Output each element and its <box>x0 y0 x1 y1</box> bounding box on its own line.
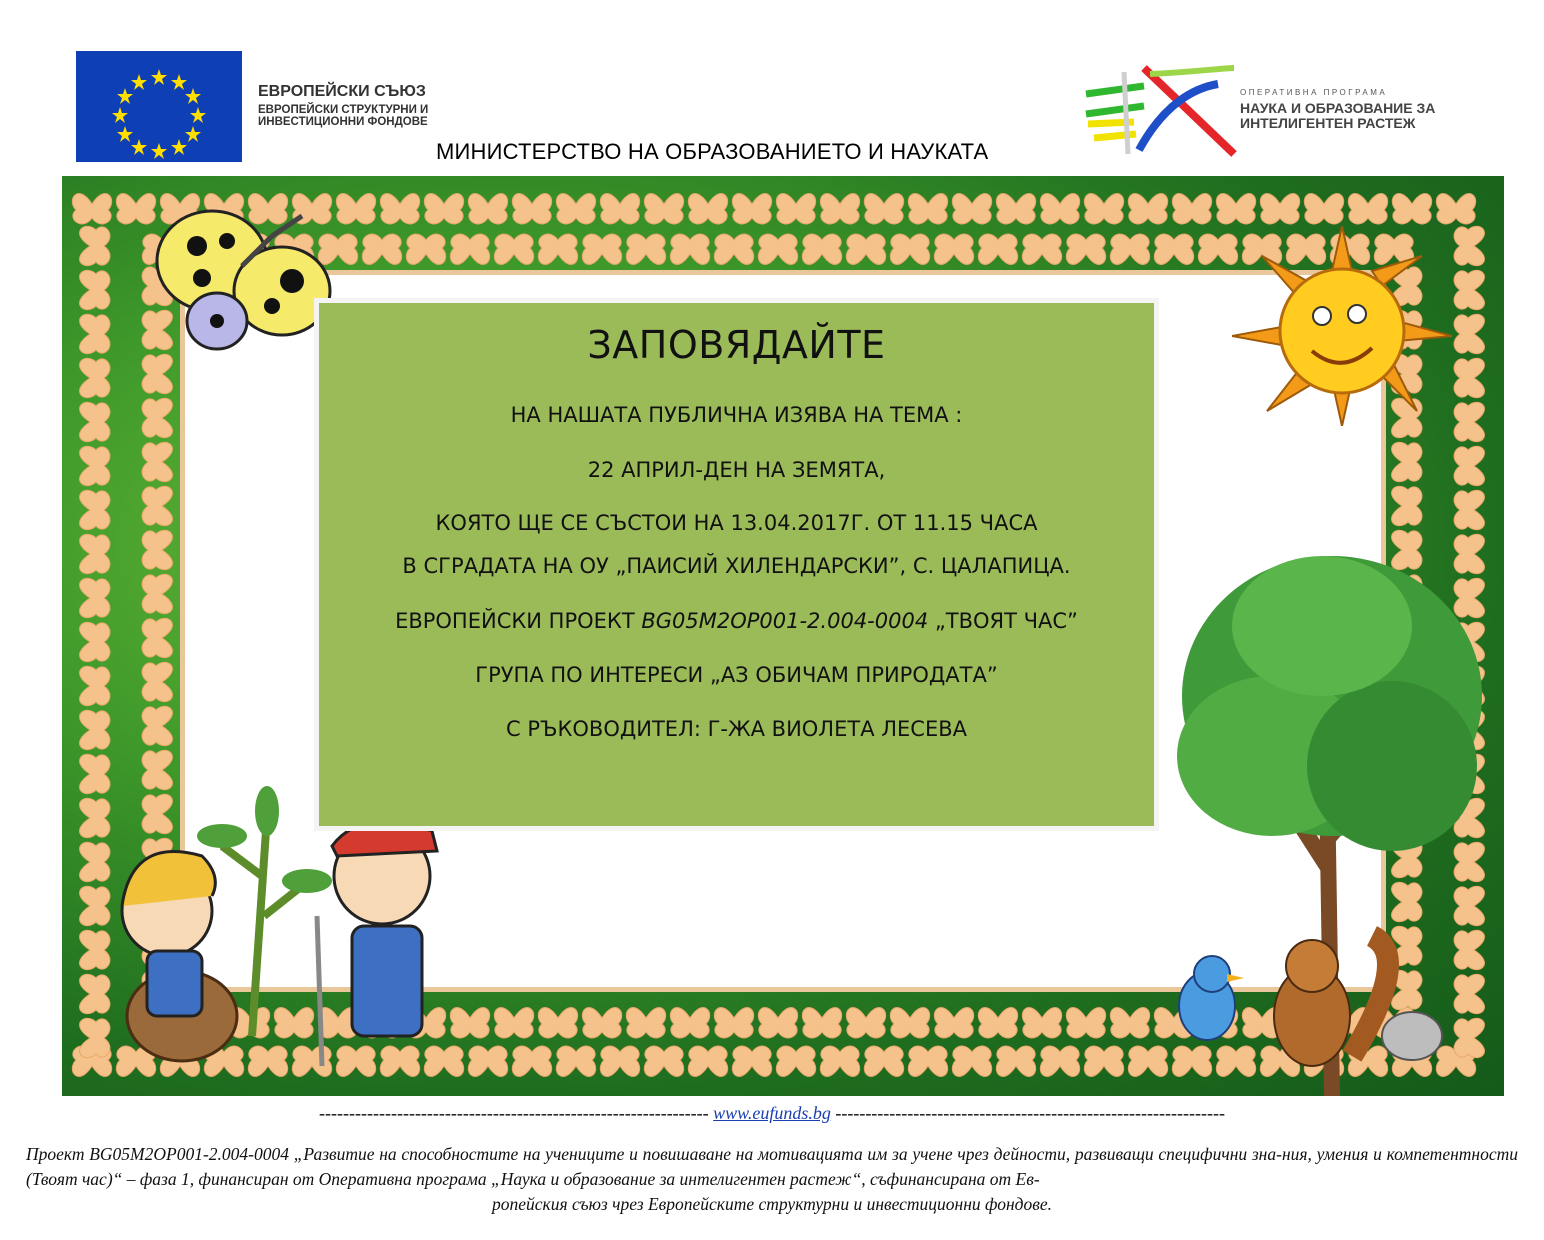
leaf-shape <box>1454 270 1484 309</box>
leaf-shape <box>1392 442 1422 481</box>
leaf-shape <box>494 1008 533 1038</box>
invitation-line-leader: С РЪКОВОДИТЕЛ: Г-ЖА ВИОЛЕТА ЛЕСЕВА <box>506 717 967 741</box>
leaf-shape <box>556 194 595 224</box>
leaf-shape <box>600 194 639 224</box>
op-logo-icon <box>1084 64 1240 158</box>
footer-project-text <box>26 1142 1518 1217</box>
op-name-line-1: НАУКА И ОБРАЗОВАНИЕ ЗА <box>1240 100 1436 117</box>
leaf-shape <box>1436 194 1475 224</box>
leaf-shape <box>80 622 110 661</box>
leaf-shape <box>758 1008 797 1038</box>
footer-dashes-right: ----------------------------------------------------------------- <box>835 1103 1225 1123</box>
invitation-line-date: КОЯТО ЩЕ СЕ СЪСТОИ НА 13.04.2017Г. ОТ 11.15 ЧАСА <box>435 511 1038 535</box>
leaf-shape <box>1040 1046 1079 1076</box>
leaf-shape <box>582 1008 621 1038</box>
invitation-line-project <box>319 609 1154 633</box>
leaf-shape <box>802 1008 841 1038</box>
leaf-shape <box>538 234 577 264</box>
leaf-shape <box>336 194 375 224</box>
project-code: BG05M2OP001-2.004-0004 <box>641 609 929 633</box>
eu-title: ЕВРОПЕЙСКИ СЪЮЗ <box>258 83 426 100</box>
invitation-line-topic: 22 АПРИЛ-ДЕН НА ЗЕМЯТА, <box>587 458 886 482</box>
leaf-shape <box>80 446 110 485</box>
leaf-shape <box>142 530 172 569</box>
leaf-shape <box>890 1008 929 1038</box>
project-suffix: „ТВОЯТ ЧАС” <box>928 609 1078 633</box>
butterfly-icon <box>142 196 342 366</box>
leaf-shape <box>758 234 797 264</box>
leaf-shape <box>1454 402 1484 441</box>
footer-link-line <box>0 1103 1544 1124</box>
leaf-shape <box>1454 490 1484 529</box>
leaf-shape <box>1128 194 1167 224</box>
leaf-shape <box>80 490 110 529</box>
leaf-shape <box>714 1008 753 1038</box>
leaf-shape <box>1216 194 1255 224</box>
leaf-shape <box>846 234 885 264</box>
leaf-shape <box>556 1046 595 1076</box>
leaf-shape <box>934 234 973 264</box>
leaf-shape <box>538 1008 577 1038</box>
leaf-shape <box>820 1046 859 1076</box>
leaf-shape <box>732 194 771 224</box>
leaf-shape <box>494 234 533 264</box>
invitation-line-topic-intro: НА НАШАТА ПУБЛИЧНА ИЗЯВА НА ТЕМА : <box>510 403 963 427</box>
leaf-shape <box>1040 194 1079 224</box>
leaf-shape <box>978 1008 1017 1038</box>
leaf-shape <box>1454 314 1484 353</box>
leaf-shape <box>670 1008 709 1038</box>
leaf-shape <box>714 234 753 264</box>
leaf-shape <box>1260 194 1299 224</box>
forest-animals-icon <box>1152 916 1492 1086</box>
leaf-shape <box>1392 486 1422 525</box>
invitation-line-venue: В СГРАДАТА НА ОУ „ПАИСИЙ ХИЛЕНДАРСКИ”, С. ЦАЛАПИЦА. <box>402 554 1071 578</box>
op-text-block <box>1240 89 1435 131</box>
leaf-shape <box>468 194 507 224</box>
eu-text-block <box>258 84 428 128</box>
leaf-shape <box>864 1046 903 1076</box>
leaf-shape <box>80 534 110 573</box>
leaf-shape <box>450 234 489 264</box>
invitation-title: ЗАПОВЯДАЙТЕ <box>587 323 886 367</box>
leaf-shape <box>512 1046 551 1076</box>
leaf-shape <box>72 194 111 224</box>
leaf-shape <box>1022 234 1061 264</box>
leaf-shape <box>996 194 1035 224</box>
leaf-shape <box>820 194 859 224</box>
leaf-shape <box>1084 194 1123 224</box>
leaf-shape <box>732 1046 771 1076</box>
leaf-shape <box>80 666 110 705</box>
leaf-shape <box>626 1008 665 1038</box>
leaf-shape <box>644 194 683 224</box>
op-name-line-2: ИНТЕЛИГЕНТЕН РАСТЕЖ <box>1240 115 1416 132</box>
leaf-shape <box>996 1046 1035 1076</box>
leaf-shape <box>1084 1046 1123 1076</box>
leaf-shape <box>406 234 445 264</box>
leaf-shape <box>1066 234 1105 264</box>
leaf-shape <box>80 270 110 309</box>
leaf-shape <box>934 1008 973 1038</box>
leaf-shape <box>864 194 903 224</box>
leaf-shape <box>890 234 929 264</box>
leaf-shape <box>1304 194 1343 224</box>
eufunds-link[interactable]: www.eufunds.bg <box>713 1103 831 1123</box>
leaf-shape <box>80 358 110 397</box>
leaf-shape <box>142 618 172 657</box>
leaf-shape <box>802 234 841 264</box>
leaf-shape <box>424 194 463 224</box>
leaf-shape <box>952 194 991 224</box>
leaf-shape <box>1392 194 1431 224</box>
footer-dashes-left: ----------------------------------------------------------------- <box>319 1103 709 1123</box>
leaf-shape <box>626 234 665 264</box>
leaf-shape <box>80 314 110 353</box>
ministry-title: МИНИСТЕРСТВО НА ОБРАЗОВАНИЕТО И НАУКАТА <box>436 139 989 164</box>
leaf-shape <box>776 194 815 224</box>
leaf-shape <box>1110 1008 1149 1038</box>
leaf-shape <box>1348 194 1387 224</box>
leaf-shape <box>1154 234 1193 264</box>
invitation-line-group: ГРУПА ПО ИНТЕРЕСИ „АЗ ОБИЧАМ ПРИРОДАТА” <box>475 663 998 687</box>
leaf-shape <box>670 234 709 264</box>
leaf-shape <box>142 398 172 437</box>
footer-text-main: Проект BG05M2OP001-2.004-0004 „Развитие на способностите на учениците и повишаване на мотивацията им за учене чрез дейности, развиващи специфични зна-ния, умения и компетентности (Твоят час)“ – фаза 1, финансиран от Оперативна програма „Наука и образование за интелигентен растеж“, съфинансирана от Ев- <box>26 1144 1518 1189</box>
leaf-shape <box>908 194 947 224</box>
eu-flag-logo <box>76 51 242 162</box>
leaf-shape <box>978 234 1017 264</box>
leaf-shape <box>1066 1008 1105 1038</box>
leaf-shape <box>1454 226 1484 265</box>
leaf-shape <box>688 1046 727 1076</box>
leaf-shape <box>1454 446 1484 485</box>
leaf-shape <box>80 578 110 617</box>
invitation-box <box>319 303 1154 826</box>
leaf-shape <box>1110 234 1149 264</box>
leaf-shape <box>688 194 727 224</box>
leaf-shape <box>644 1046 683 1076</box>
project-prefix: ЕВРОПЕЙСКИ ПРОЕКТ <box>395 609 642 633</box>
leaf-shape <box>512 194 551 224</box>
sun-icon <box>1232 226 1452 426</box>
leaf-shape <box>846 1008 885 1038</box>
eu-subtitle-2: ИНВЕСТИЦИОННИ ФОНДОВЕ <box>258 115 428 128</box>
leaf-shape <box>380 194 419 224</box>
leaf-shape <box>142 486 172 525</box>
footer-text-last: ропейския съюз чрез Европейските структурни и инвестиционни фондове. <box>491 1194 1052 1214</box>
leaf-shape <box>600 1046 639 1076</box>
leaf-shape <box>80 226 110 265</box>
leaf-shape <box>908 1046 947 1076</box>
leaf-shape <box>142 662 172 701</box>
leaf-shape <box>1454 358 1484 397</box>
op-program-label: ОПЕРАТИВНА ПРОГРАМА <box>1240 88 1388 97</box>
leaf-shape <box>952 1046 991 1076</box>
leaf-shape <box>776 1046 815 1076</box>
leaf-shape <box>362 234 401 264</box>
leaf-shape <box>1172 194 1211 224</box>
leaf-shape <box>1022 1008 1061 1038</box>
eu-subtitle-1: ЕВРОПЕЙСКИ СТРУКТУРНИ И <box>258 103 429 116</box>
leaf-shape <box>142 574 172 613</box>
leaf-shape <box>582 234 621 264</box>
eu-stars-icon <box>76 51 242 162</box>
leaf-shape <box>142 442 172 481</box>
leaf-shape <box>80 402 110 441</box>
